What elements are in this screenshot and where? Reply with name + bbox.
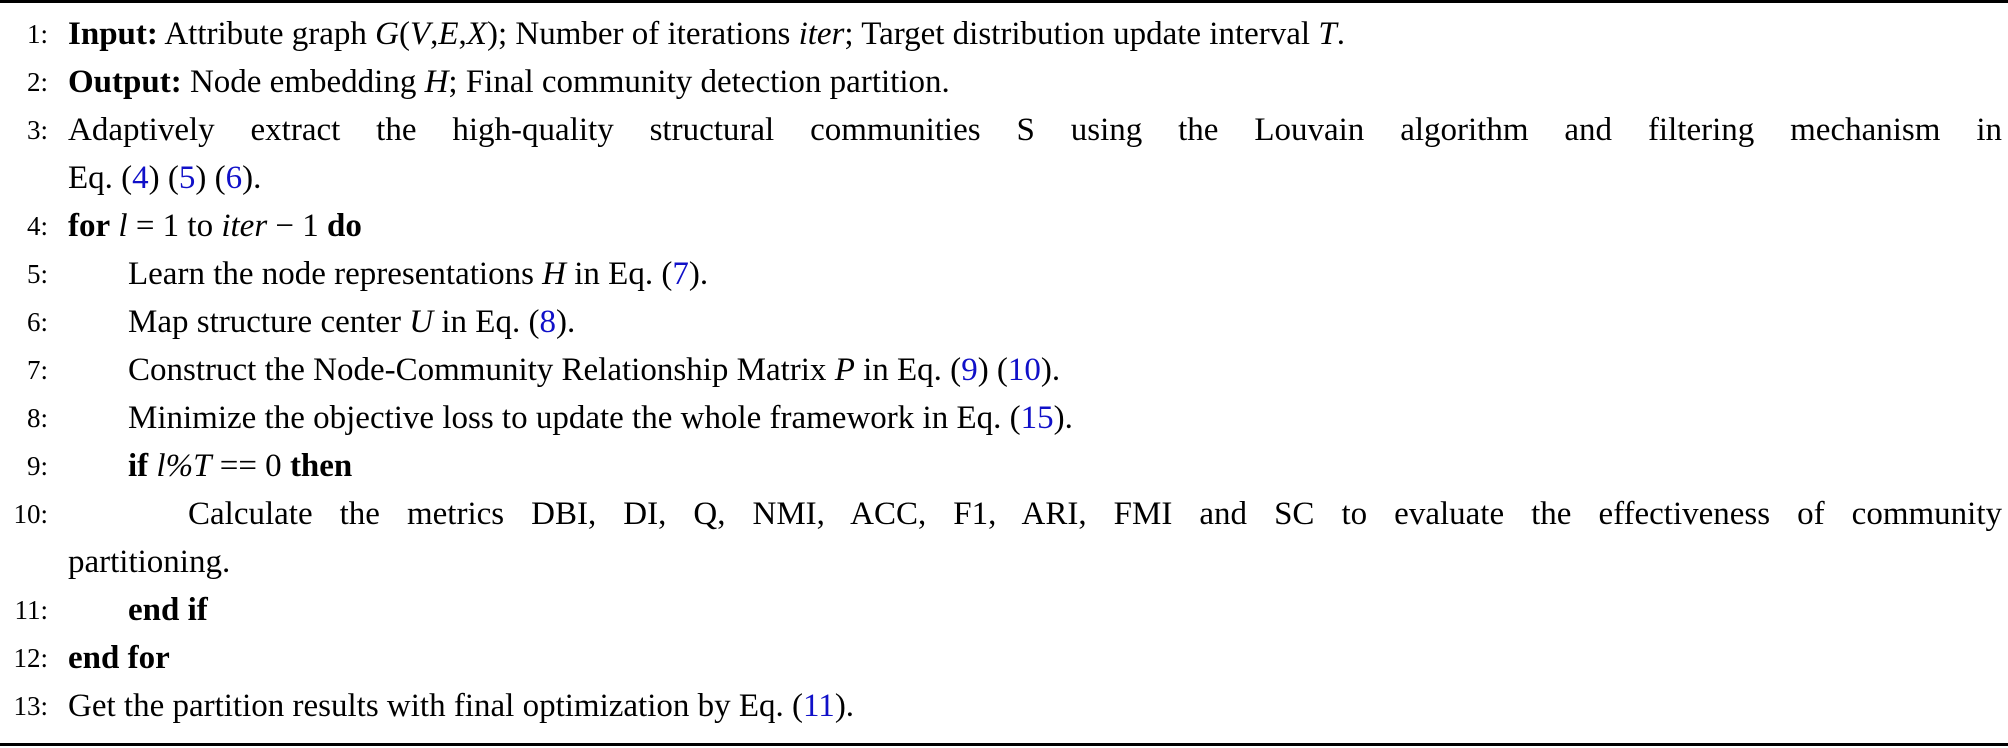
line-text: end for	[68, 640, 170, 676]
line-text: Input: Attribute graph G(V,E,X); Number of iterations iter; Target distribution update interval T.	[68, 16, 1345, 52]
line-text: end if	[128, 592, 208, 628]
algo-line-3	[0, 106, 2008, 154]
algo-line-1	[0, 10, 2008, 58]
equation-ref-link[interactable]: 8	[539, 304, 556, 340]
line-number: 2:	[26, 67, 48, 97]
algo-line-11	[0, 586, 2008, 634]
line-number: 13:	[13, 691, 48, 721]
equation-ref-link[interactable]: 7	[672, 256, 689, 292]
line-text: if l%T == 0 then	[128, 448, 353, 484]
line-number: 1:	[26, 19, 48, 49]
top-rule	[0, 0, 2008, 3]
line-text: for l = 1 to iter − 1 do	[68, 208, 362, 244]
line-number: 9:	[26, 451, 48, 481]
algo-line-6	[0, 298, 2008, 346]
equation-ref-link[interactable]: 5	[178, 160, 196, 196]
line-number: 12:	[13, 643, 48, 673]
algo-line-10	[0, 490, 2008, 538]
equation-ref-link[interactable]: 6	[225, 160, 243, 196]
line-text: Adaptively extract the high-quality structural communities S using the Louvain algorithm and filtering mechanism in	[68, 112, 2002, 148]
line-text: Learn the node representations H in Eq. (7).	[128, 256, 709, 292]
line-text: Calculate the metrics DBI, DI, Q, NMI, ACC, F1, ARI, FMI and SC to evaluate the effectiveness of community	[188, 496, 2002, 532]
equation-ref-link[interactable]: 4	[132, 160, 149, 196]
line-text: Eq. (4) (5) (6).	[68, 160, 262, 196]
line-text: Construct the Node-Community Relationship Matrix P in Eq. (9) (10).	[128, 352, 1061, 388]
algo-line-5	[0, 250, 2008, 298]
bottom-rule	[0, 743, 2008, 746]
equation-ref-link[interactable]: 15	[1020, 400, 1054, 436]
line-text: Minimize the objective loss to update the whole framework in Eq. (15).	[128, 400, 1073, 436]
line-text: Output: Node embedding H; Final community detection partition.	[68, 64, 950, 100]
line-number: 5:	[26, 259, 48, 289]
algo-line-12	[0, 634, 2008, 682]
algo-line-10-continuation	[0, 538, 2008, 586]
line-number: 4:	[26, 211, 48, 241]
line-number: 11:	[14, 595, 48, 625]
line-text: Get the partition results with final optimization by Eq. (11).	[68, 688, 855, 724]
algo-line-8	[0, 394, 2008, 442]
algo-line-2	[0, 58, 2008, 106]
algo-line-3-continuation	[0, 154, 2008, 202]
equation-ref-link[interactable]: 10	[1007, 352, 1041, 388]
line-number: 10:	[13, 499, 48, 529]
line-text: partitioning.	[68, 544, 231, 580]
line-number: 7:	[26, 355, 48, 385]
algo-line-7	[0, 346, 2008, 394]
line-number: 3:	[26, 115, 48, 145]
algo-line-9	[0, 442, 2008, 490]
line-number: 8:	[26, 403, 48, 433]
equation-ref-link[interactable]: 11	[803, 688, 835, 724]
algo-line-13	[0, 682, 2008, 730]
line-number: 6:	[26, 307, 48, 337]
equation-ref-link[interactable]: 9	[961, 352, 978, 388]
algo-line-4	[0, 202, 2008, 250]
line-text: Map structure center U in Eq. (8).	[128, 304, 576, 340]
